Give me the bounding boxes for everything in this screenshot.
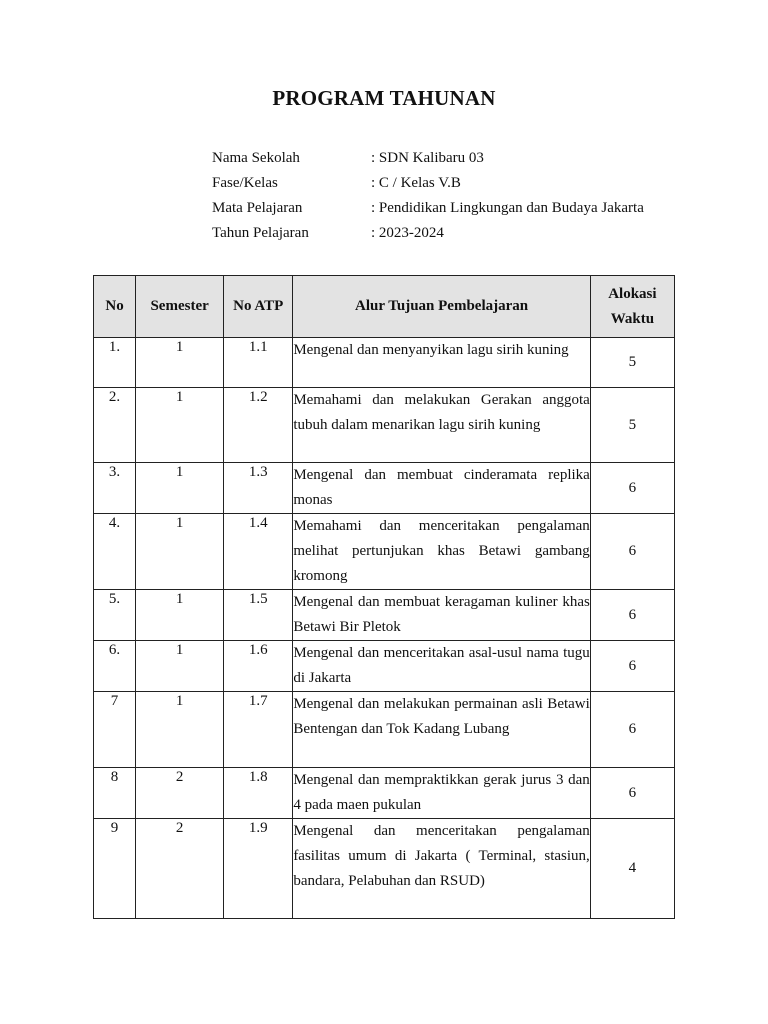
cell-no: 4.: [94, 514, 136, 590]
cell-semester: 1: [136, 388, 224, 463]
header-semester: Semester: [136, 276, 224, 338]
info-row-school-name: [212, 147, 644, 172]
cell-learning-objective: Mengenal dan membuat cinderamata replika monas: [293, 463, 591, 514]
info-value: : Pendidikan Lingkungan dan Budaya Jakarta: [371, 200, 644, 216]
cell-no-atp: 1.6: [224, 641, 293, 692]
cell-semester: 1: [136, 514, 224, 590]
info-label: Mata Pelajaran: [212, 200, 303, 216]
cell-no: 9: [94, 819, 136, 919]
cell-no: 6.: [94, 641, 136, 692]
cell-semester: 2: [136, 768, 224, 819]
cell-learning-objective: Memahami dan menceritakan pengalaman melihat pertunjukan khas Betawi gambang kromong: [293, 514, 591, 590]
cell-learning-objective: Mengenal dan menyanyikan lagu sirih kuning: [293, 338, 591, 388]
cell-no: 1.: [94, 338, 136, 388]
table-row: [94, 388, 675, 463]
cell-no-atp: 1.5: [224, 590, 293, 641]
table-row: [94, 338, 675, 388]
cell-no-atp: 1.4: [224, 514, 293, 590]
cell-learning-objective: Mengenal dan mempraktikkan gerak jurus 3 dan 4 pada maen pukulan: [293, 768, 591, 819]
cell-learning-objective: Mengenal dan melakukan permainan asli Betawi Bentengan dan Tok Kadang Lubang: [293, 692, 591, 768]
cell-time-allocation: 6: [590, 463, 674, 514]
cell-semester: 1: [136, 590, 224, 641]
cell-no: 5.: [94, 590, 136, 641]
header-learning-objective-flow: Alur Tujuan Pembelajaran: [293, 276, 591, 338]
info-value: : C / Kelas V.B: [371, 175, 461, 191]
cell-time-allocation: 5: [590, 338, 674, 388]
document-title: PROGRAM TAHUNAN: [272, 86, 496, 110]
cell-time-allocation: 6: [590, 641, 674, 692]
table-row: [94, 819, 675, 919]
cell-time-allocation: 5: [590, 388, 674, 463]
cell-no-atp: 1.7: [224, 692, 293, 768]
cell-semester: 1: [136, 463, 224, 514]
cell-semester: 2: [136, 819, 224, 919]
cell-time-allocation: 6: [590, 590, 674, 641]
cell-learning-objective: Mengenal dan membuat keragaman kuliner khas Betawi Bir Pletok: [293, 590, 591, 641]
cell-no: 7: [94, 692, 136, 768]
cell-learning-objective: Mengenal dan menceritakan pengalaman fasilitas umum di Jakarta ( Terminal, stasiun, bandara, Pelabuhan dan RSUD): [293, 819, 591, 919]
info-row-subject: [212, 197, 644, 222]
table-header-row: [94, 276, 675, 338]
info-label: Tahun Pelajaran: [212, 225, 309, 241]
header-no: No: [94, 276, 136, 338]
cell-learning-objective: Mengenal dan menceritakan asal-usul nama tugu di Jakarta: [293, 641, 591, 692]
cell-learning-objective: Memahami dan melakukan Gerakan anggota tubuh dalam menarikan lagu sirih kuning: [293, 388, 591, 463]
table-row: [94, 514, 675, 590]
info-value: : 2023-2024: [371, 225, 444, 241]
info-value: : SDN Kalibaru 03: [371, 150, 484, 166]
info-row-phase-class: [212, 172, 644, 197]
cell-no-atp: 1.8: [224, 768, 293, 819]
cell-time-allocation: 6: [590, 768, 674, 819]
cell-no-atp: 1.9: [224, 819, 293, 919]
cell-time-allocation: 6: [590, 692, 674, 768]
cell-semester: 1: [136, 692, 224, 768]
header-time-allocation: Alokasi Waktu: [590, 276, 674, 338]
cell-no-atp: 1.1: [224, 338, 293, 388]
cell-no: 8: [94, 768, 136, 819]
cell-no: 2.: [94, 388, 136, 463]
cell-no-atp: 1.2: [224, 388, 293, 463]
cell-time-allocation: 4: [590, 819, 674, 919]
cell-semester: 1: [136, 641, 224, 692]
cell-no-atp: 1.3: [224, 463, 293, 514]
cell-time-allocation: 6: [590, 514, 674, 590]
table-row: [94, 641, 675, 692]
table-row: [94, 768, 675, 819]
school-info: [212, 147, 644, 247]
info-label: Fase/Kelas: [212, 175, 278, 191]
cell-no: 3.: [94, 463, 136, 514]
atp-table: [93, 275, 675, 919]
table-row: [94, 590, 675, 641]
info-label: Nama Sekolah: [212, 150, 300, 166]
info-row-academic-year: [212, 222, 644, 247]
table-row: [94, 692, 675, 768]
header-no-atp: No ATP: [224, 276, 293, 338]
table-row: [94, 463, 675, 514]
cell-semester: 1: [136, 338, 224, 388]
